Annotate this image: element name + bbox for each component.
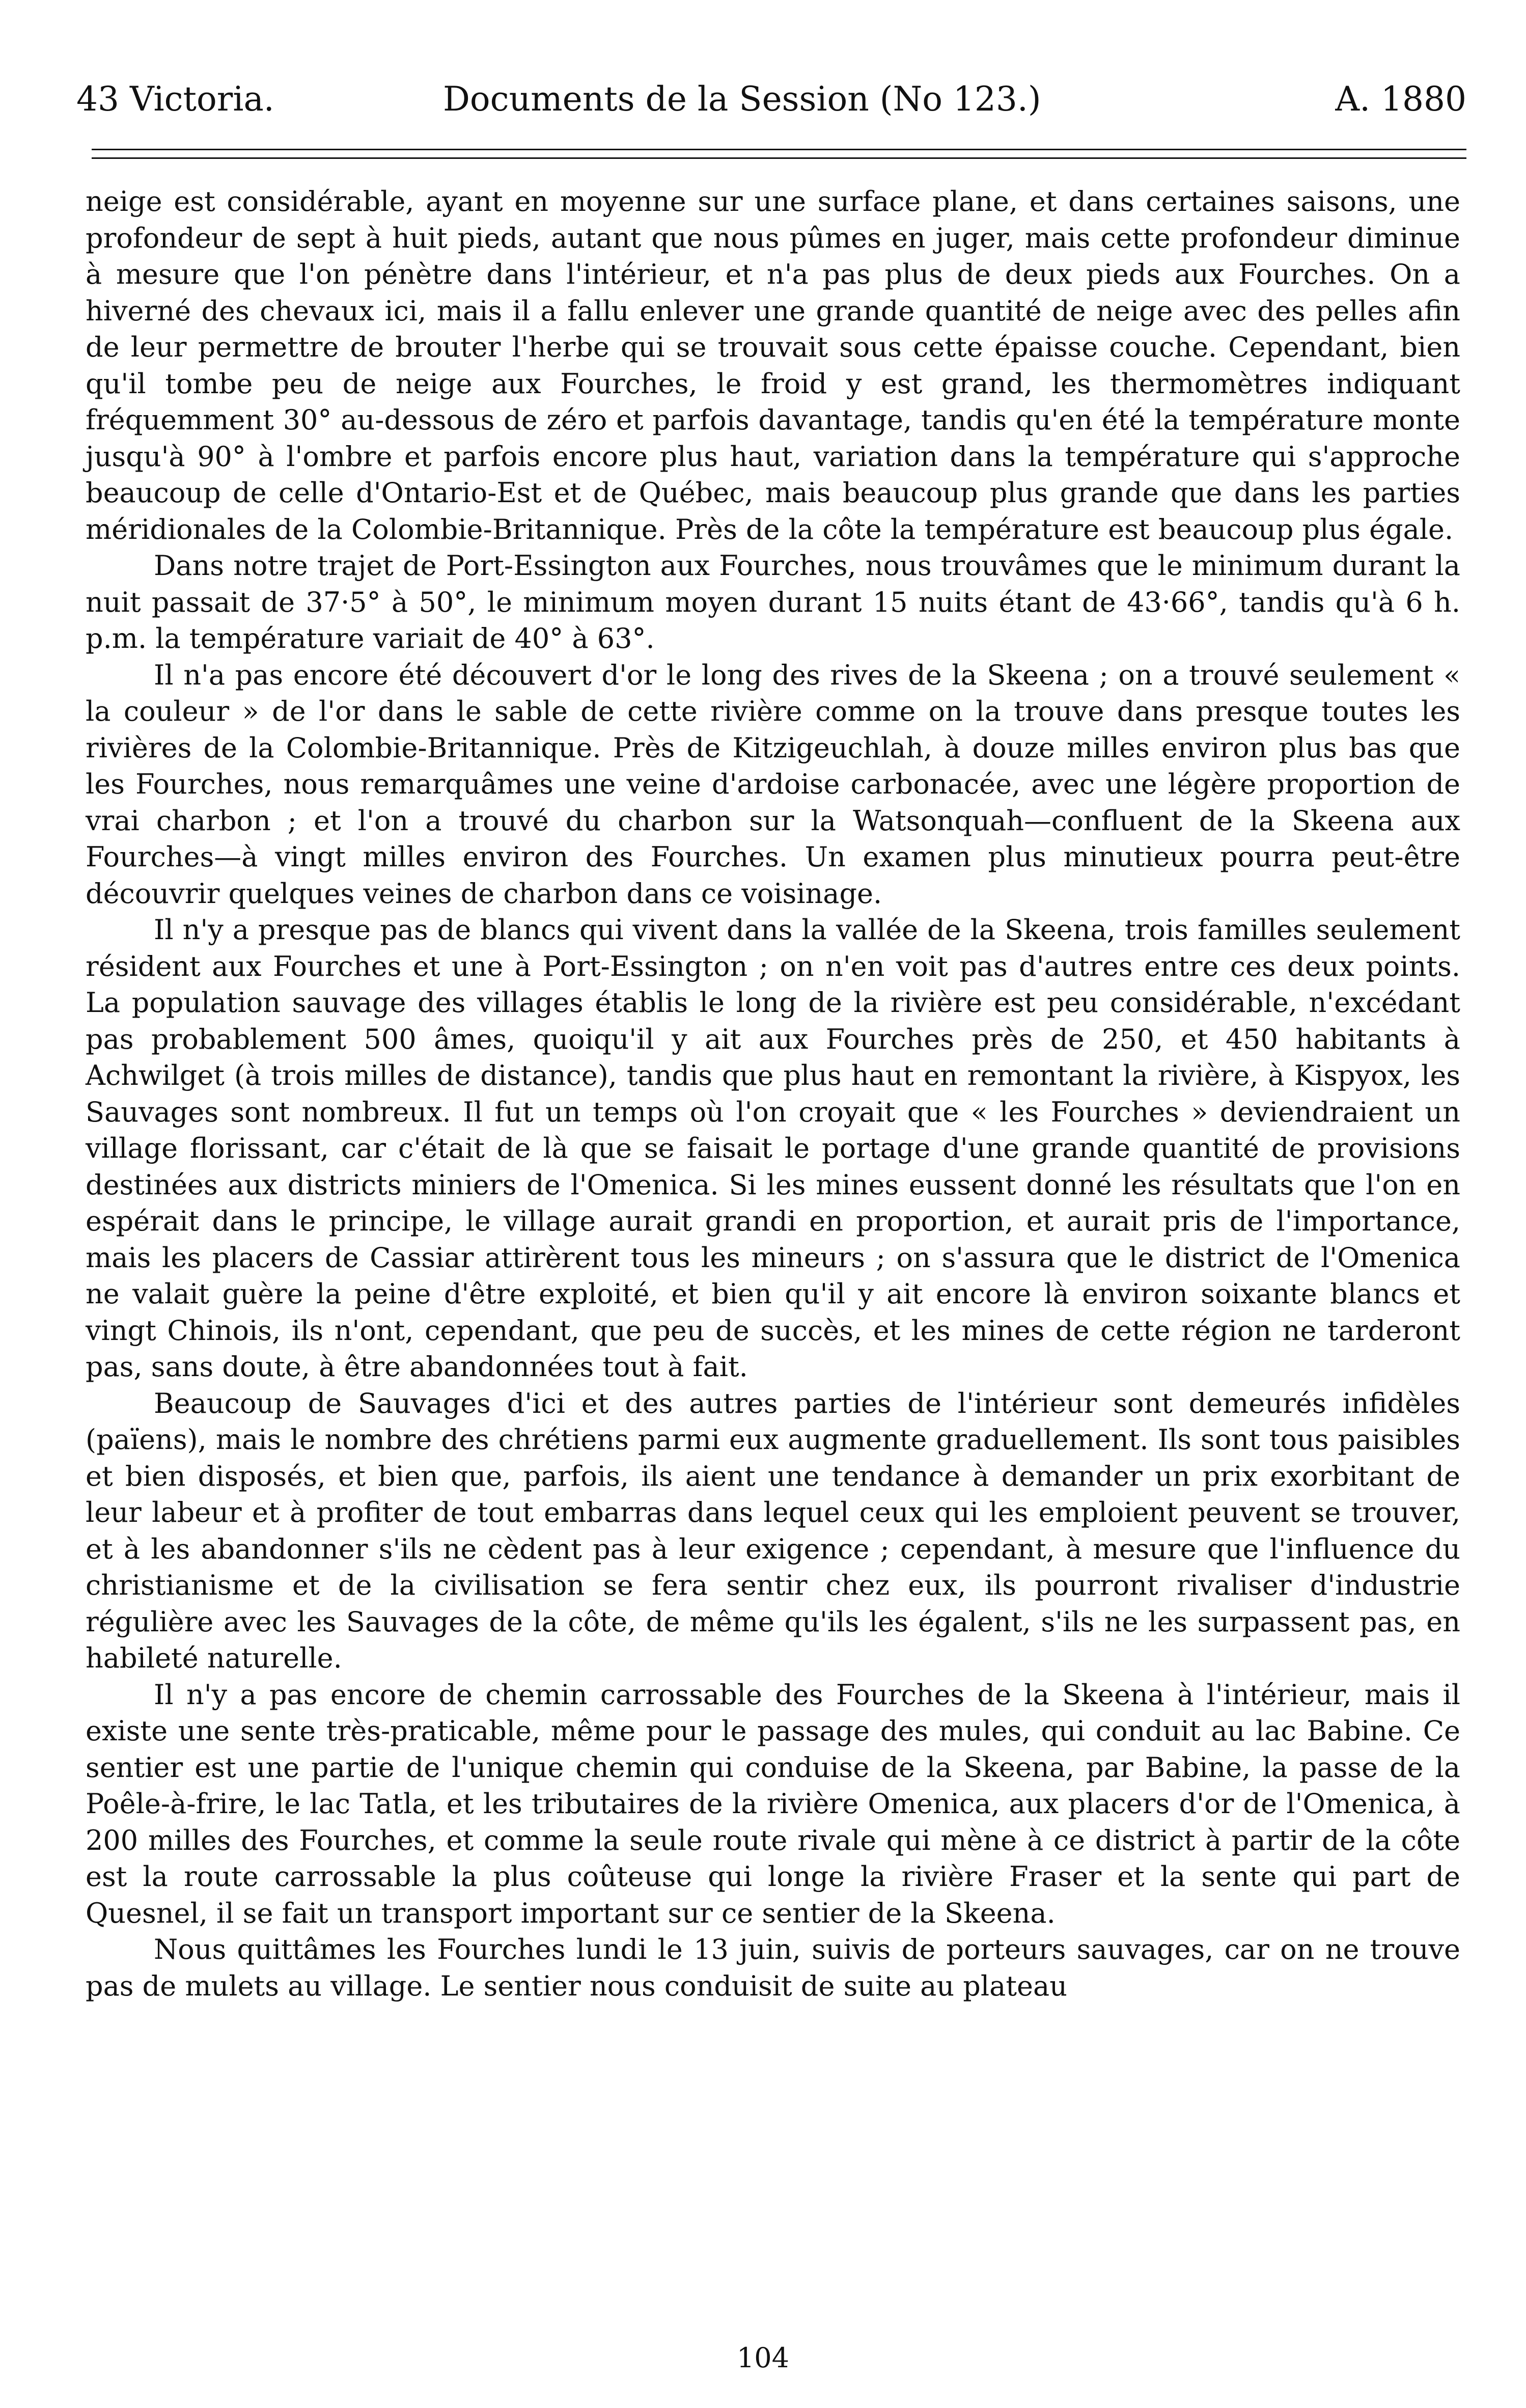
paragraph: Beaucoup de Sauvages d'ici et des autres parties de l'intérieur sont demeurés infidèles (païens), mais le nombre des chrétiens parmi eux augmente graduellement. Ils sont tous paisibles et bien disposés, et bien que, parfois, ils aient une tendance à demander un prix exorbitant de leur labeur et à profiter de tout embarras dans lequel ceux qui les emploient peuvent se trouver, et à les abandonner s'ils ne cèdent pas à leur exigence ; cependant, à mesure que l'influence du christianisme et de la civilisation se fera sentir chez eux, ils pourront rivaliser d'industrie régulière avec les Sauvages de la côte, de même qu'ils les égalent, s'ils ne les surpassent pas, en habileté naturelle. [86,1387,1460,1674]
paragraph: Nous quittâmes les Fourches lundi le 13 juin, suivis de porteurs sauvages, car on ne trouve pas de mulets au village. Le sentier nous conduisit de suite au plateau [86,1933,1460,2002]
header-year: A. 1880 [1335,79,1466,119]
paragraph: Il n'y a pas encore de chemin carrossable des Fourches de la Skeena à l'intérieur, mais il existe une sente très-praticable, même pour le passage des mules, qui conduit au lac Babine. Ce sentier est une partie de l'unique chemin qui conduise de la Skeena, par Babine, la passe de la Poêle-à-frire, le lac Tatla, et les tributaires de la rivière Omenica, aux placers d'or de l'Omenica, à 200 milles des Fourches, et comme la seule route rivale qui mène à ce district à partir de la côte est la route carrossable la plus coûteuse qui longe la rivière Fraser et la sente qui part de Quesnel, il se fait un transport important sur ce sentier de la Skeena. [86,1678,1460,1929]
paragraph: neige est considérable, ayant en moyenne sur une surface plane, et dans certaines saisons, une profondeur de sept à huit pieds, autant que nous pûmes en juger, mais cette profondeur diminue à mesure que l'on pénètre dans l'intérieur, et n'a pas plus de deux pieds aux Fourches. On a hiverné des chevaux ici, mais il a fallu enlever une grande quantité de neige avec des pelles afin de leur permettre de brouter l'herbe qui se trouvait sous cette épaisse couche. Cependant, bien qu'il tombe peu de neige aux Fourches, le froid y est grand, les thermomètres indiquant fréquemment 30° au-dessous de zéro et parfois davantage, tandis qu'en été la température monte jusqu'à 90° à l'ombre et parfois encore plus haut, variation dans la température qui s'approche beaucoup de celle d'Ontario-Est et de Québec, mais beaucoup plus grande que dans les parties méridionales de la Colombie-Britannique. Près de la côte la température est beaucoup plus égale. [86,185,1460,545]
paragraph: Il n'a pas encore été découvert d'or le long des rives de la Skeena ; on a trouvé seulement « la couleur » de l'or dans le sable de cette rivière comme on la trouve dans presque toutes les rivières de la Colombie-Britannique. Près de Kitzigeuchlah, à douze milles environ plus bas que les Fourches, nous remarquâmes une veine d'ardoise carbonacée, avec une légère proportion de vrai charbon ; et l'on a trouvé du charbon sur la Watsonquah—confluent de la Skeena aux Fourches—à vingt milles environ des Fourches. Un examen plus minutieux pourra peut-être découvrir quelques veines de charbon dans ce voisinage. [86,659,1460,910]
header-title: Documents de la Session (No 123.) [443,79,1041,119]
paragraph: Dans notre trajet de Port-Essington aux Fourches, nous trouvâmes que le minimum durant la nuit passait de 37·5° à 50°, le minimum moyen durant 15 nuits étant de 43·66°, tandis qu'à 6 h. p.m. la température variait de 40° à 63°. [86,550,1460,654]
header-rule [92,149,1466,159]
running-header [76,71,1466,127]
body-text [86,183,1460,2004]
paragraph: Il n'y a presque pas de blancs qui vivent dans la vallée de la Skeena, trois familles seulement résident aux Fourches et une à Port-Essington ; on n'en voit pas d'autres entre ces deux points. La population sauvage des villages établis le long de la rivière est peu considérable, n'excédant pas probablement 500 âmes, quoiqu'il y ait aux Fourches près de 250, et 450 habitants à Achwilget (à trois milles de distance), tandis que plus haut en remontant la rivière, à Kispyox, les Sauvages sont nombreux. Il fut un temps où l'on croyait que « les Fourches » deviendraient un village florissant, car c'était de là que se faisait le portage d'une grande quantité de provisions destinées aux districts miniers de l'Omenica. Si les mines eussent donné les résultats que l'on en espérait dans le principe, le village aurait grandi en proportion, et aurait pris de l'importance, mais les placers de Cassiar attirèrent tous les mineurs ; on s'assura que le district de l'Omenica ne valait guère la peine d'être exploité, et bien qu'il y ait encore là environ soixante blancs et vingt Chinois, ils n'ont, cependant, que peu de succès, et les mines de cette région ne tarderont pas, sans doute, à être abandonnées tout à fait. [86,914,1460,1383]
header-session: 43 Victoria. [76,79,274,119]
page-number: 104 [736,2342,790,2374]
